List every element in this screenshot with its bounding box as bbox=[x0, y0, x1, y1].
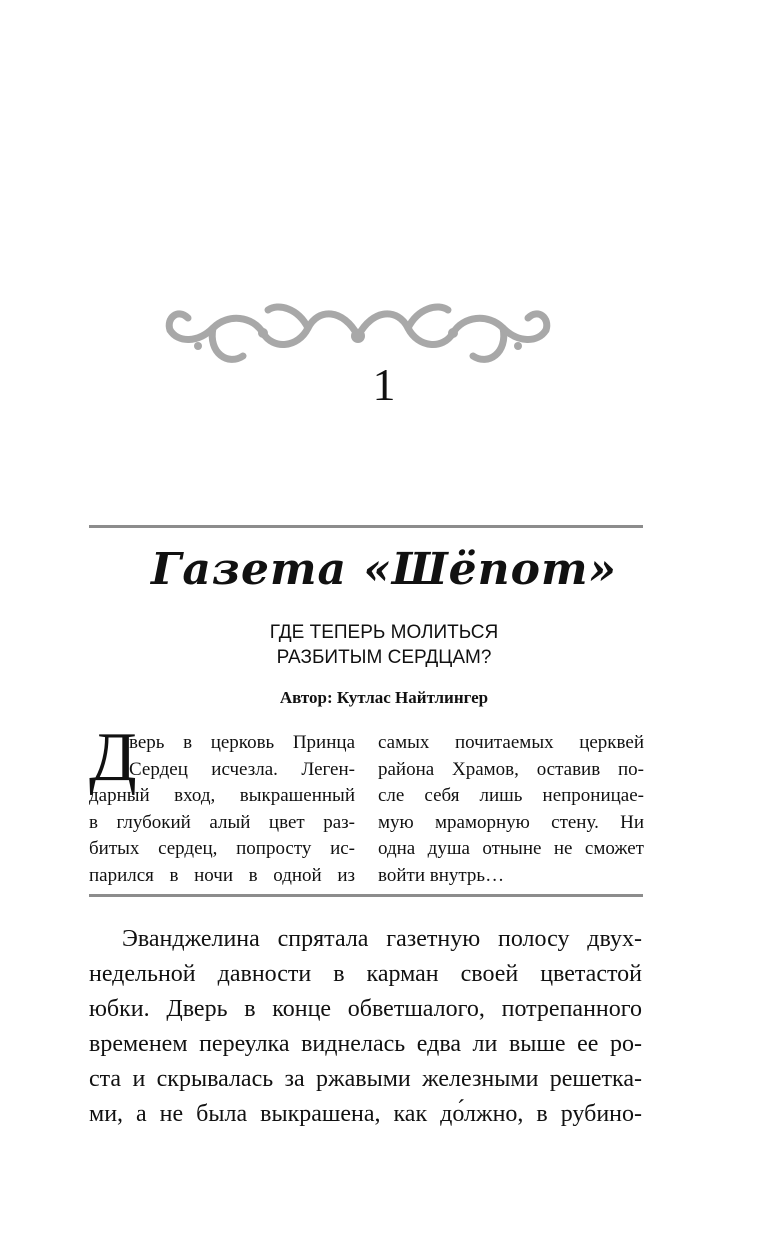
body-line: временем переулка виднелась едва ли выше ее ро- bbox=[89, 1031, 642, 1057]
body-line: ми, а не была выкрашена, как до́лжно, в рубино- bbox=[89, 1101, 642, 1127]
body-line: Эванджелина спрятала газетную полосу двух- bbox=[122, 926, 642, 952]
top-divider bbox=[89, 525, 643, 528]
body-line: недельной давности в карман своей цветастой bbox=[89, 961, 642, 987]
column-line: в глубокий алый цвет раз- bbox=[89, 811, 355, 833]
column-line: дарный вход, выкрашенный bbox=[89, 785, 355, 806]
column-line: верь в церковь Принца bbox=[129, 732, 355, 753]
headline-line: РАЗБИТЫМ СЕРДЦАМ? bbox=[276, 647, 492, 668]
article-column-right bbox=[378, 730, 644, 889]
article-byline: Автор: Кутлас Найтлингер bbox=[279, 688, 489, 707]
drop-cap: Д bbox=[89, 719, 137, 796]
column-line: самых почитаемых церквей bbox=[378, 732, 644, 753]
column-line: войти внутрь… bbox=[378, 864, 505, 886]
article-headline bbox=[0, 620, 768, 670]
column-line: мую мраморную стену. Ни bbox=[378, 811, 644, 833]
body-paragraph bbox=[89, 922, 642, 1132]
column-line: Сердец исчезла. Леген- bbox=[129, 758, 355, 780]
column-line: одна душа отныне не сможет bbox=[378, 838, 644, 859]
bottom-divider bbox=[89, 894, 643, 897]
body-line: ста и скрывалась за ржавыми железными решетка- bbox=[89, 1066, 642, 1092]
body-line: юбки. Дверь в конце обветшалого, потрепанного bbox=[89, 996, 642, 1022]
headline-line: ГДЕ ТЕПЕРЬ МОЛИТЬСЯ bbox=[269, 622, 499, 643]
article-column-left bbox=[89, 719, 355, 889]
column-line: битых сердец, попросту ис- bbox=[89, 838, 355, 859]
chapter-number: 1 bbox=[372, 359, 396, 410]
column-line: парился в ночи в одной из bbox=[89, 864, 355, 886]
column-line: сле себя лишь непроницае- bbox=[378, 785, 644, 806]
column-line: района Храмов, оставив по- bbox=[378, 758, 644, 780]
newspaper-title: Газета «Шёпот» bbox=[150, 544, 618, 595]
